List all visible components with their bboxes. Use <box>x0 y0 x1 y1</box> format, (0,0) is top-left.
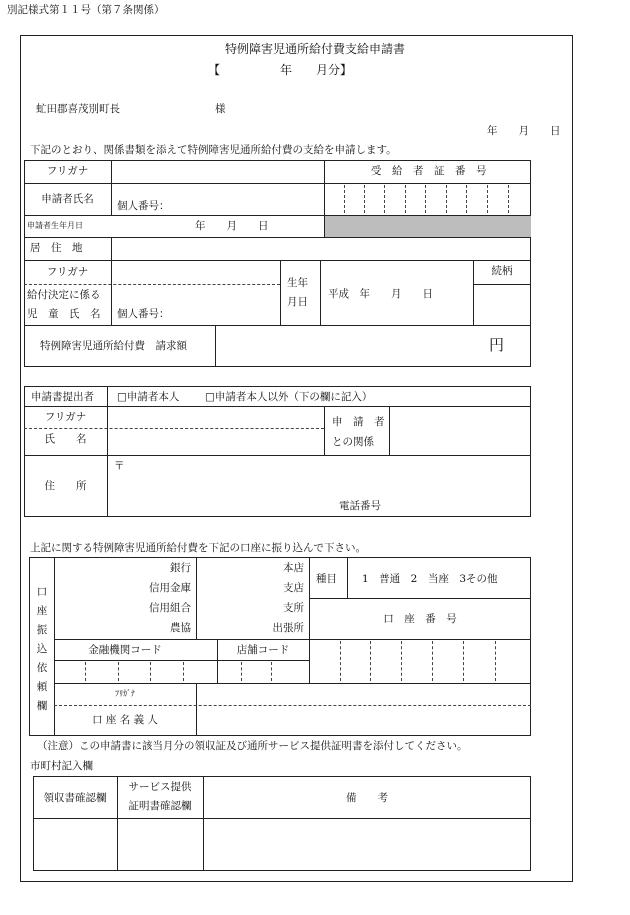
applicant-address-label: 居 住 地 <box>30 242 83 254</box>
branch-type-sub: 支所 <box>283 602 304 614</box>
bank-side-label: 口 座 振 込 依 頼 欄 <box>36 586 48 712</box>
account-number-label: 口 座 番 号 <box>383 613 457 625</box>
bank-intro: 上記に関する特例障害児通所給付費を下記の口座に振り込んで下さい。 <box>30 542 366 554</box>
municipal-section <box>33 776 531 871</box>
intro-text: 下記のとおり、関係書類を添えて特例障害児通所給付費の支給を申請します。 <box>30 144 397 156</box>
remarks-label: 備 考 <box>346 792 388 804</box>
municipal-section-label: 市町村記入欄 <box>30 760 93 772</box>
branch-type-head: 本店 <box>283 562 304 574</box>
branch-type-office: 出張所 <box>272 622 304 634</box>
submitter-option-other[interactable]: □申請者本人以外（下の欄に記入） <box>205 391 373 403</box>
relationship-label: 続柄 <box>491 265 513 277</box>
child-name-label-1: 給付決定に係る <box>27 289 101 301</box>
submitter-address-label: 住 所 <box>44 480 87 492</box>
form-number: 別記様式第１１号（第７条関係） <box>7 4 165 16</box>
branch-type-branch: 支店 <box>283 582 304 594</box>
institution-type-shinkin: 信用金庫 <box>149 582 191 594</box>
receipt-check-label: 領収書確認欄 <box>43 792 107 804</box>
form-title: 特例障害児通所給付費支給申請書 <box>224 42 405 56</box>
shaded-cell <box>324 215 531 237</box>
application-date: 年 月 日 <box>487 125 561 137</box>
honorific: 様 <box>215 103 226 115</box>
submitter-furigana-label: フリガナ <box>44 411 87 423</box>
institution-code-label: 金融機関コード <box>88 644 162 656</box>
institution-type-bank: 銀行 <box>170 562 191 574</box>
child-birth-label-1: 生年 <box>287 277 308 289</box>
applicant-section <box>24 160 531 367</box>
claim-label: 特例障害児通所給付費 請求額 <box>40 340 187 352</box>
child-personal-number-label: 個人番号： <box>117 308 170 320</box>
addressee: 虻田郡喜茂別町長 <box>36 103 120 115</box>
phone-label: 電話番号 <box>339 500 381 512</box>
note-text: （注意）この申請書に該当月分の領収証及び通所サービス提供証明書を添付してください。 <box>37 740 468 752</box>
institution-type-nokyo: 農協 <box>170 622 191 634</box>
account-kind-label: 種目 <box>316 573 337 585</box>
child-name-label-2: 児 童 氏 名 <box>27 308 101 320</box>
service-proof-label-1: サービス提供 <box>128 781 192 793</box>
holder-furigana-label: ﾌﾘｶﾞﾅ <box>115 689 135 698</box>
account-kind-options: 1 普通 2 当座 3その他 <box>362 573 498 585</box>
submitter-name-label: 氏 名 <box>44 433 87 445</box>
submitter-relation-label-1: 申 請 者 <box>332 416 385 428</box>
account-holder-label: 口 座 名 義 人 <box>92 714 158 726</box>
applicant-personal-number-label: 個人番号： <box>117 200 170 212</box>
recipient-number-header: 受 給 者 証 番 号 <box>371 165 487 177</box>
child-birth-value: 平成 年 月 日 <box>328 288 433 300</box>
claim-unit: 円 <box>489 336 505 354</box>
applicant-birthdate-label: 申請者生年月日 <box>27 221 83 230</box>
applicant-name-label: 申請者氏名 <box>41 193 94 205</box>
child-furigana-label: フリガナ <box>46 266 89 278</box>
applicant-birthdate-value: 年 月 日 <box>195 220 269 232</box>
submitter-option-self[interactable]: □申請者本人 <box>117 391 180 403</box>
period-line: 【 年 月分】 <box>207 63 352 77</box>
institution-type-union: 信用組合 <box>149 602 191 614</box>
child-birth-label-2: 月日 <box>287 296 308 308</box>
service-proof-label-2: 証明書確認欄 <box>128 800 192 812</box>
postal-mark: 〒 <box>114 460 125 472</box>
branch-code-label: 店舗コード <box>236 644 290 656</box>
applicant-furigana-label: フリガナ <box>46 165 89 177</box>
submitter-label: 申請書提出者 <box>31 391 94 403</box>
submitter-relation-label-2: との関係 <box>332 436 374 448</box>
